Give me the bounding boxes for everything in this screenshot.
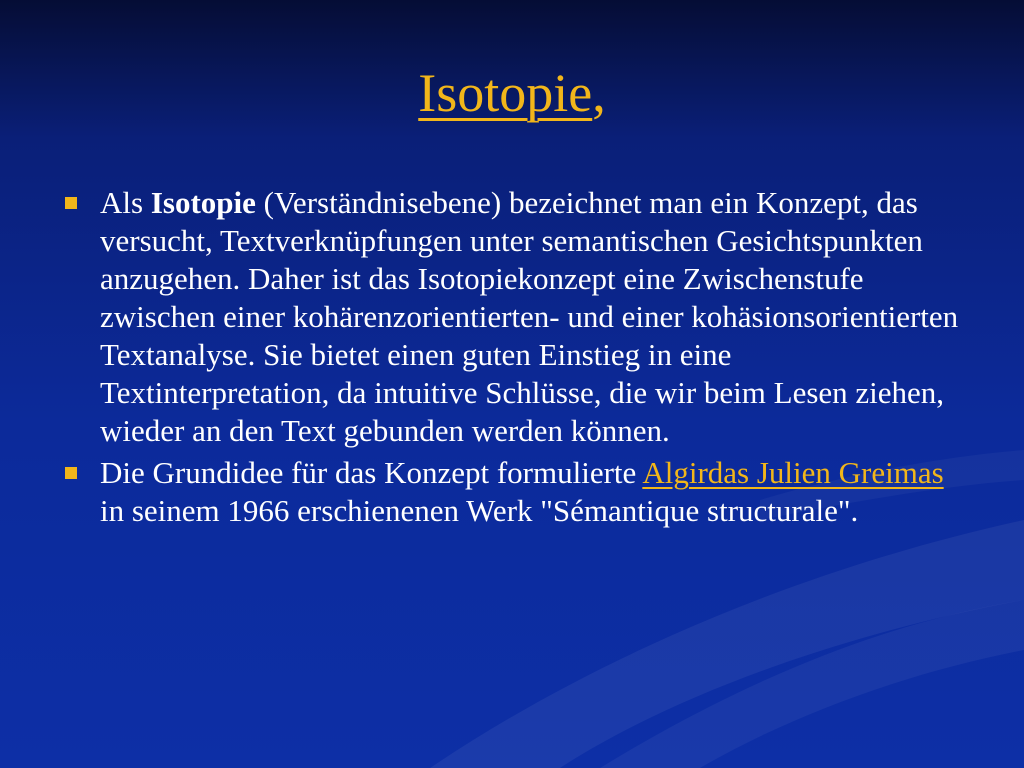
bullet-item xyxy=(62,184,962,450)
slide-title xyxy=(0,58,1024,128)
square-bullet-icon xyxy=(65,197,77,209)
square-bullet-icon xyxy=(65,467,77,479)
title-link[interactable]: Isotopie xyxy=(418,63,593,123)
bullet-text-lead: Als xyxy=(100,185,151,220)
bullet-text-lead: Die Grundidee für das Konzept formulierte xyxy=(100,455,643,490)
title-suffix: , xyxy=(592,63,606,123)
bullet-text-rest: in seinem 1966 erschienenen Werk "Sémantique structurale". xyxy=(100,493,859,528)
bullet-text-rest: (Verständnisebene) bezeichnet man ein Konzept, das versucht, Textverknüpfungen unter semantischen Gesichtspunkten anzugehen. Daher ist das Isotopiekonzept eine Zwischenstufe zwischen einer kohärenzorientierten- und einer kohäsionsorientierten Textanalyse. Sie bietet einen guten Einstieg in eine Textinterpretation, da intuitive Schlüsse, die wir beim Lesen ziehen, wieder an den Text gebunden werden können. xyxy=(100,185,959,448)
bullet-item xyxy=(62,454,962,530)
bullet-text-bold: Isotopie xyxy=(150,185,256,220)
greimas-link[interactable]: Algirdas Julien Greimas xyxy=(642,455,944,490)
bullet-list xyxy=(62,184,962,534)
